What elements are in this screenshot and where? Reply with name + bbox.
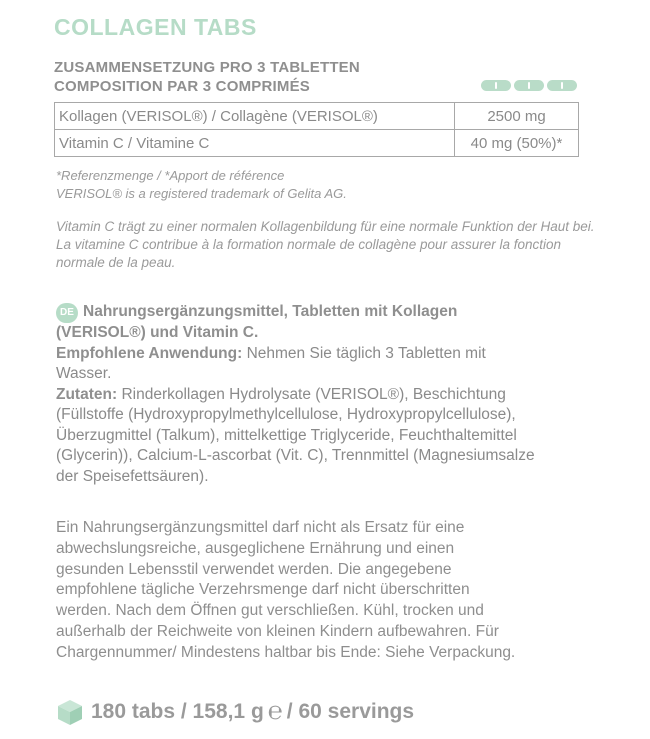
tablet-icon	[481, 80, 511, 91]
footnotes	[56, 167, 596, 203]
usage-label: Empfohlene Anwendung:	[56, 344, 243, 362]
product-type	[56, 302, 536, 344]
ingredient-amount: 2500 mg	[455, 103, 579, 130]
ingredient-amount: 40 mg (50%)*	[455, 130, 579, 157]
product-title: COLLAGEN TABS	[54, 14, 257, 40]
composition-heading-de: ZUSAMMENSETZUNG PRO 3 TABLETTEN	[54, 59, 360, 76]
servings: / 60 servings	[286, 700, 415, 723]
ingredients-label: Zutaten:	[56, 385, 118, 403]
tablet-icons	[481, 80, 577, 91]
composition-table	[54, 102, 579, 157]
ingredients-text: Rinderkollagen Hydrolysate (VERISOL®), Beschichtung (Füllstoffe (Hydroxypropylmethylcellulose, Hydroxypropylcellulose), Überzugmittel (Talkum), mittelkettige Triglyceride, Feuchthaltemittel (Glycerin)), Calcium-L-ascorbat (Vit. C), Trennmittel (Magnesiumsalze der Speisefettsäuren).	[56, 385, 535, 485]
german-section	[56, 302, 536, 487]
product-type-text: Nahrungsergänzungsmittel, Tabletten mit Kollagen (VERISOL®) und Vitamin C.	[56, 303, 458, 341]
health-claims	[56, 218, 601, 272]
language-badge-de: DE	[56, 303, 78, 323]
table-row	[55, 130, 579, 157]
ingredient-name: Vitamin C / Vitamine C	[55, 130, 455, 157]
trademark-note: VERISOL® is a registered trademark of Gelita AG.	[56, 186, 347, 201]
health-claim-fr: La vitamine C contribue à la formation normale de collagène pour assurer la fonction normale de la peau.	[56, 237, 562, 270]
composition-heading	[54, 58, 360, 96]
tablet-icon	[547, 80, 577, 91]
health-claim-de: Vitamin C trägt zu einer normalen Kollagenbildung für eine normale Funktion der Haut bei.	[56, 219, 595, 234]
usage	[56, 344, 536, 385]
count-weight: 180 tabs / 158,1 g	[91, 700, 264, 723]
usage-text: Nehmen Sie täglich 3 Tabletten mit Wasser.	[56, 344, 486, 382]
ingredient-name: Kollagen (VERISOL®) / Collagène (VERISOL®)	[55, 103, 455, 130]
table-row	[55, 103, 579, 130]
ingredients	[56, 385, 536, 488]
reference-note: *Referenzmenge / *Apport de référence	[56, 168, 285, 183]
estimated-sign-icon: ℮	[267, 696, 283, 725]
footer-summary	[56, 697, 414, 727]
tablet-icon	[514, 80, 544, 91]
package-box-icon	[56, 698, 84, 726]
warning-text: Ein Nahrungsergänzungsmittel darf nicht als Ersatz für eine abwechslungsreiche, ausgeglichene Ernährung und einen gesunden Lebensstil verwendet werden. Die angegebene empfohlene tägliche Verzehrsmenge darf nicht überschritten werden. Nach dem Öffnen gut verschließen. Kühl, trocken und außerhalb der Reichweite von kleinen Kindern aufbewahren. Für Chargennummer/ Mindestens haltbar bis Ende: Siehe Verpackung.	[56, 519, 516, 661]
composition-heading-fr: COMPOSITION PAR 3 COMPRIMÉS	[54, 78, 310, 95]
